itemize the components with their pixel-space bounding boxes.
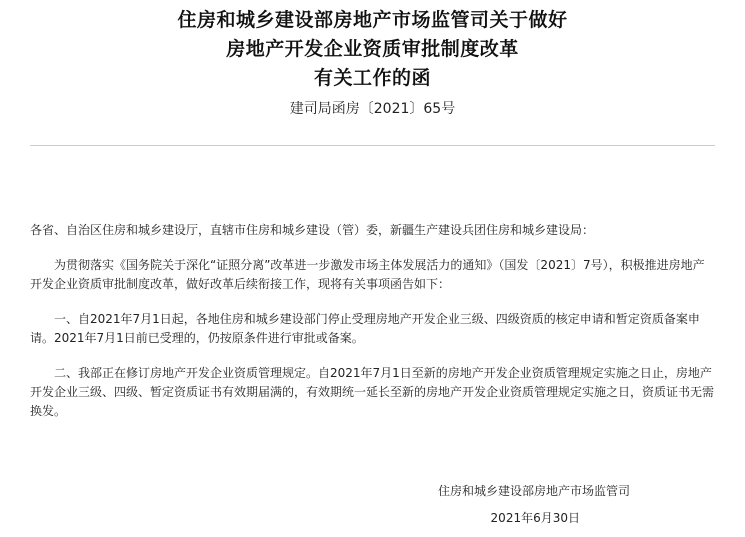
header-divider xyxy=(30,145,715,146)
document-body xyxy=(30,221,715,437)
title-line-2: 房地产开发企业资质审批制度改革 xyxy=(226,38,519,60)
item-one-paragraph: 一、自2021年7月1日起，各地住房和城乡建设部门停止受理房地产开发企业三级、四级资质的核定申请和暂定资质备案申请。2021年7月1日前已受理的，仍按原条件进行审批或备案。 xyxy=(30,312,700,345)
title-line-3: 有关工作的函 xyxy=(313,67,431,89)
item-two-paragraph: 二、我部正在修订房地产开发企业资质管理规定。自2021年7月1日至新的房地产开发企业资质管理规定实施之日止，房地产开发企业三级、四级、暂定资质证书有效期届满的，有效期统一延长至新的房地产开发企业资质管理规定实施之日，资质证书无需换发。 xyxy=(30,366,715,418)
signature-organization: 住房和城乡建设部房地产市场监管司 xyxy=(437,484,630,498)
signature-date: 2021年6月30日 xyxy=(490,511,580,525)
signature-block xyxy=(300,482,630,528)
title-line-1: 住房和城乡建设部房地产市场监管司关于做好 xyxy=(177,9,568,31)
document-number: 建司局函房〔2021〕65号 xyxy=(289,101,456,117)
intro-paragraph: 为贯彻落实《国务院关于深化“证照分离”改革进一步激发市场主体发展活力的通知》（国发〔2021〕7号），积极推进房地产开发企业资质审批制度改革，做好改革后续衔接工作，现将有关事项函告如下： xyxy=(30,258,705,291)
salutation: 各省、自治区住房和城乡建设厅，直辖市住房和城乡建设（管）委，新疆生产建设兵团住房和城乡建设局： xyxy=(30,223,595,237)
document-header xyxy=(0,6,745,119)
